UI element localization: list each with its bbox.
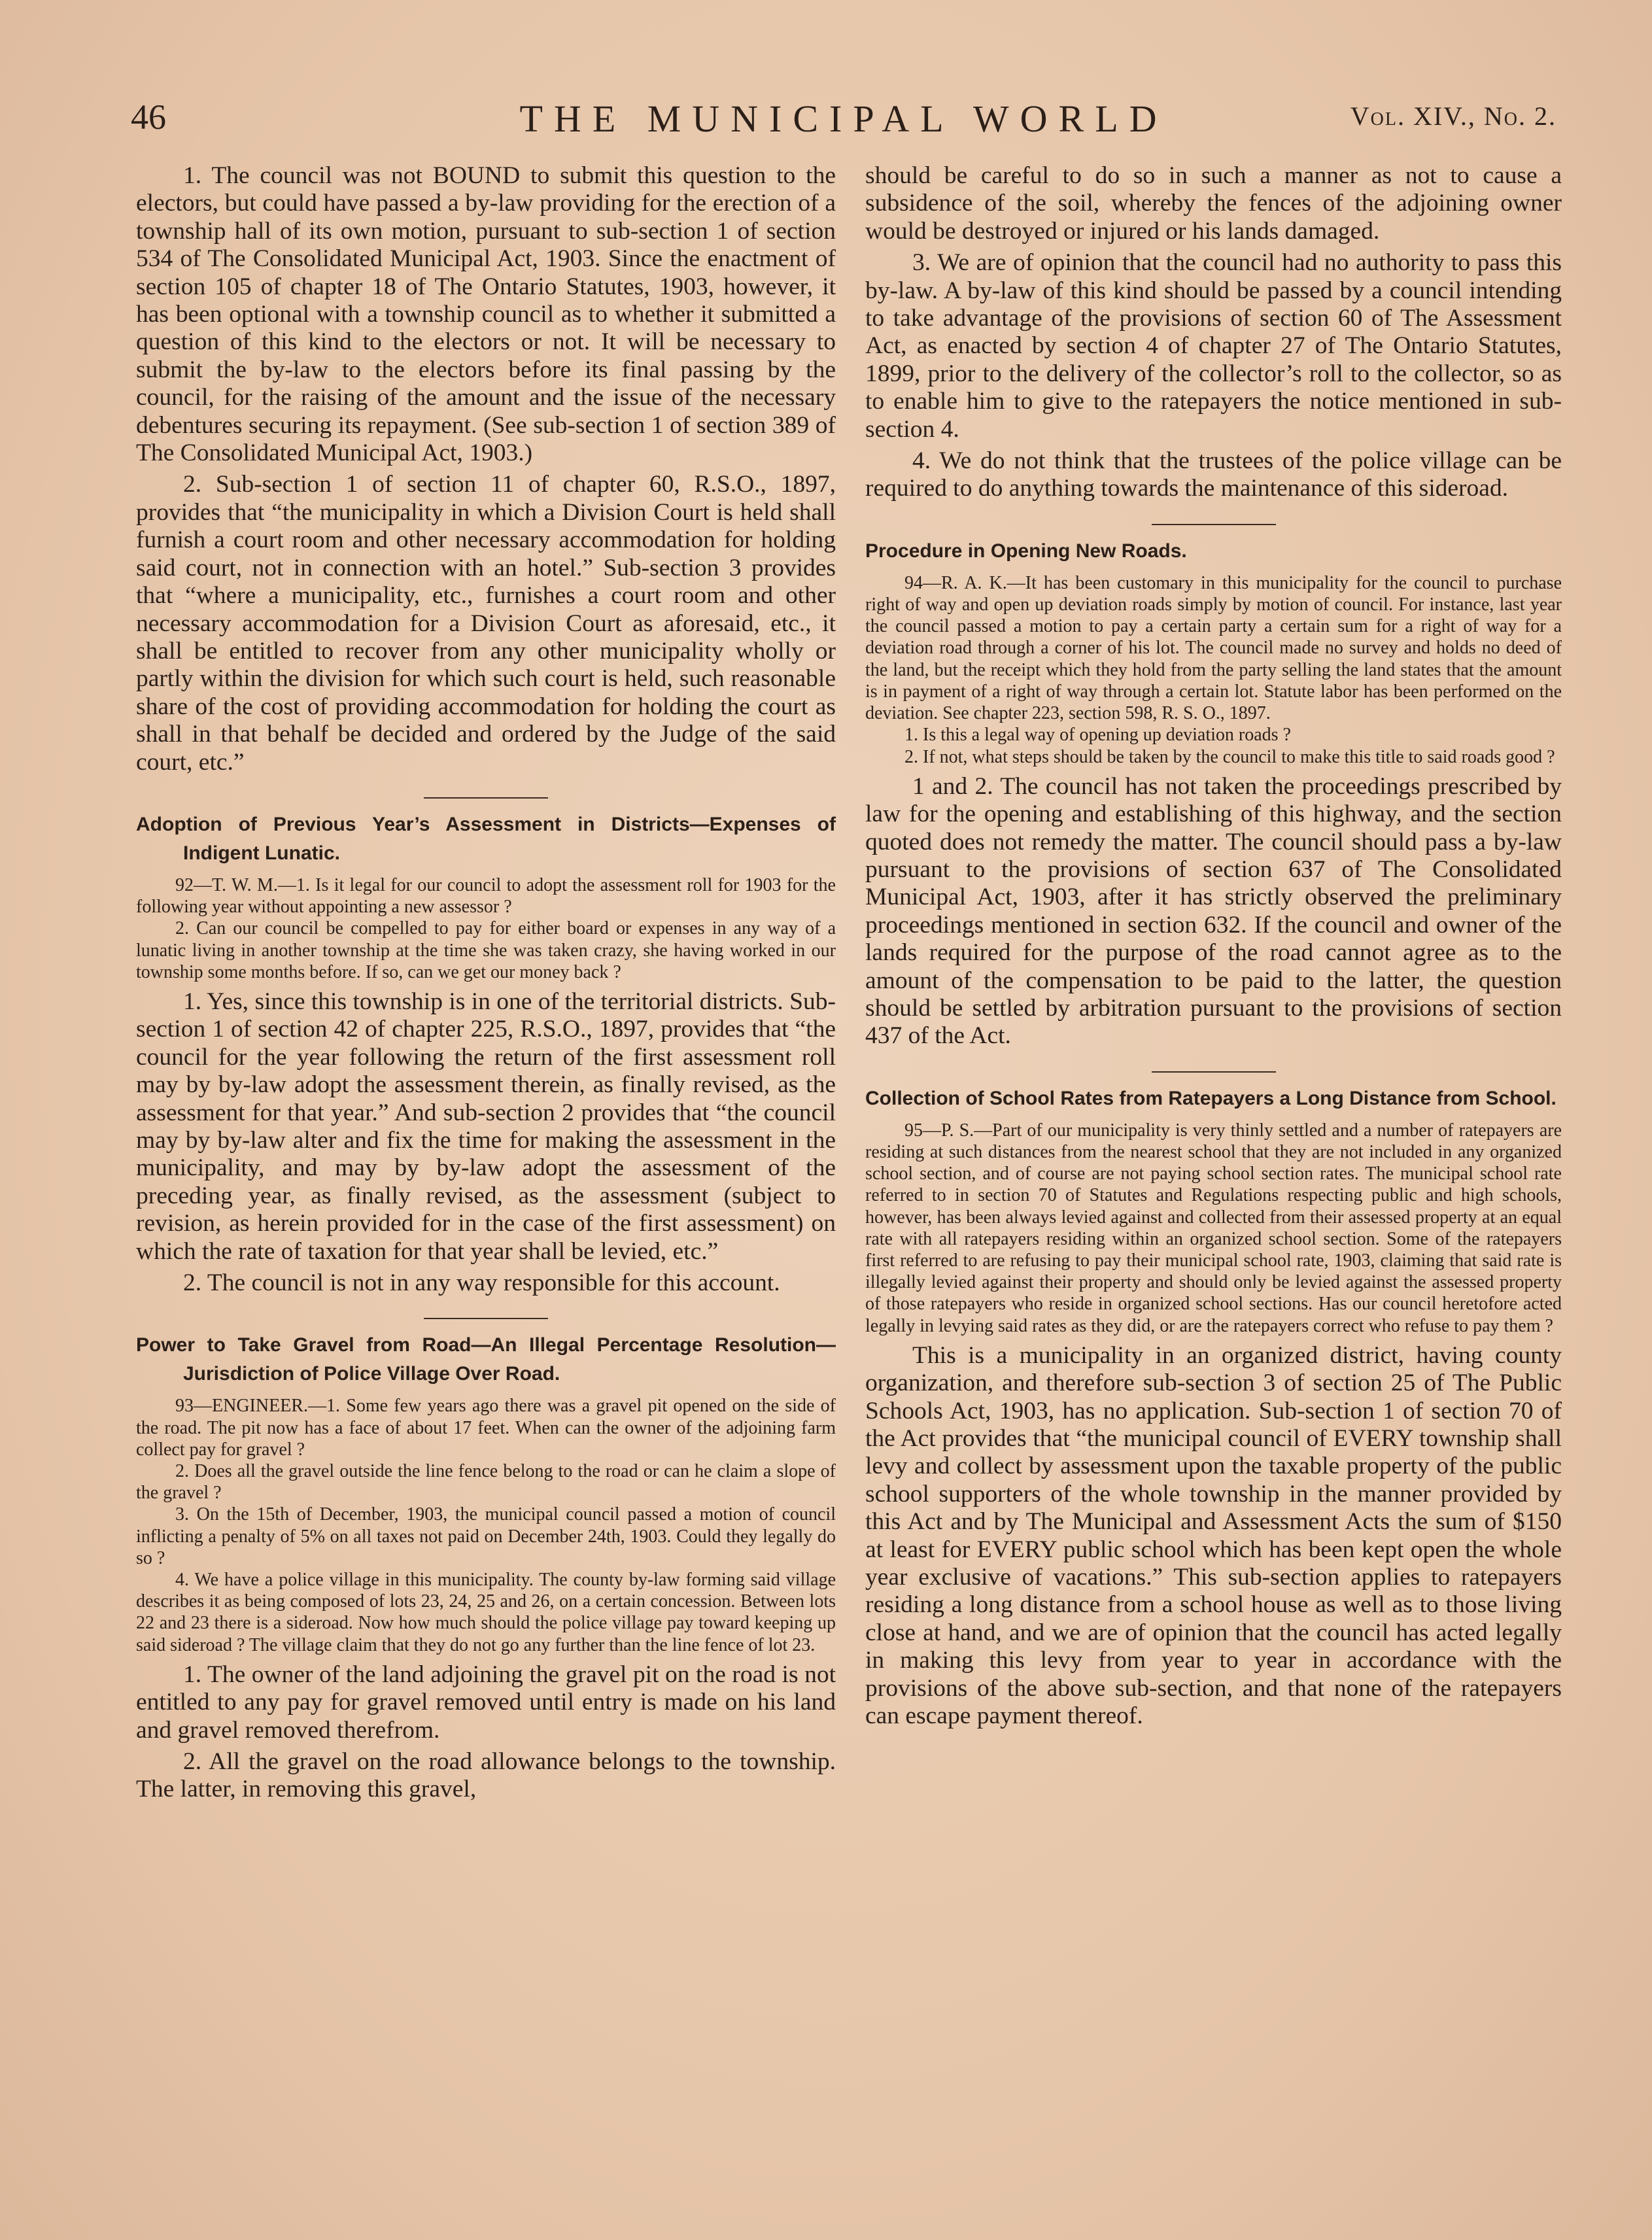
page-number: 46 [131,97,166,137]
question-paragraph: 94—R. A. K.—It has been customary in this municipality for the council to purchase right of way and open up deviation roads simply by motion of council. For instance, last year the council passed a motion to pay a certain party a certain sum for a right of way for a deviation road through a corner of his lot. The council made no survey and holds no deed of the land, but the receipt which they hold from the party selling the land states that the amount is in payment of a right of way through a certain lot. Statute labor has been performed on the deviation. See chapter 223, section 598, R. S. O., 1897. [865,572,1562,724]
answer-paragraph: 1. The owner of the land adjoining the gravel pit on the road is not entitled to any pay for gravel removed until entry is made on his land and gravel removed therefrom. [136,1661,836,1744]
question-paragraph: 95—P. S.—Part of our municipality is very thinly settled and a number of ratepayers are residing at such distances from the nearest school that they are not included in any organized school section, and of course are not paying school section rates. The municipal school rate referred to in section 70 of Statutes and Regulations respecting public and high schools, however, has been always levied against and collected from their assessed property at an equal rate with all ratepayers residing within an organized school section. Some of the ratepayers first referred to are refusing to pay their municipal school rate, 1903, claiming that said rate is illegally levied against their property and should only be levied against the assessed property of those ratepayers who reside in organized school sections. Has our council heretofore acted legally in levying said rates as they did, or are the ratepayers correct who refuse to pay them ? [865,1120,1562,1336]
answer-paragraph: 2. All the gravel on the road allowance belongs to the township. The latter, in removing this gravel, [136,1748,836,1803]
section-heading: Collection of School Rates from Ratepayers a Long Distance from School. [865,1087,1557,1109]
answer-paragraph: 2. Sub-section 1 of section 11 of chapter 60, R.S.O., 1897, provides that “the municipality in which a Division Court is held shall furnish a court room and other necessary accommodation for holding said court, not in connection with an hotel.” Sub-section 3 provides that “where a municipality, etc., furnishes a court room and other necessary accommodation for a Division Court as aforesaid, etc., it shall be entitled to recover from any other municipality wholly or partly within the division for which such court is held, such reasonable share of the cost of providing accommodation for holding the court as shall in that behalf be decided and ordered by the Judge of the said court, etc.” [136,471,836,776]
answer-paragraph: should be careful to do so in such a manner as not to cause a subsidence of the soil, whereby the fences of the adjoining owner would be destroyed or injured or his lands damaged. [865,162,1562,245]
question-paragraph: 4. We have a police village in this municipality. The county by-law forming said village describes it as being composed of lots 23, 24, 25 and 26, on a certain concession. Between lots 22 and 23 there is a sideroad. Now how much should the police village pay toward keeping up said sideroad ? The village claim that they do not go any further than the line fence of lot 23. [136,1570,836,1655]
answer-paragraph: 1. The council was not BOUND to submit this question to the electors, but could have passed a by-law providing for the erection of a township hall of its own motion, pursuant to sub-section 1 of section 534 of The Consolidated Municipal Act, 1903. Since the enactment of section 105 of chapter 18 of The Ontario Statutes, 1903, however, it has been optional with a township council as to whether it submitted a question of this kind to the electors or not. It will be necessary to submit the by-law to the electors before its final passing by the council, for the raising of the amount and the issue of the necessary debentures securing its repayment. (See sub-section 1 of section 389 of The Consolidated Municipal Act, 1903.) [136,162,836,467]
section-heading: Power to Take Gravel from Road—An Illegal Percentage Resolution—Jurisdiction of Police Village Over Road. [136,1334,836,1385]
section-divider [424,1318,548,1319]
answer-paragraph: 1. Yes, since this township is in one of the territorial districts. Sub-section 1 of section 42 of chapter 225, R.S.O., 1897, provides that “the council for the year following the return of the first assessment roll may by by-law adopt the assessment therein, as finally revised, as the assessment for that year.” And sub-section 2 provides that “the council may by by-law alter and fix the time for making the assessment in the municipality, and may by by-law adopt the assessment of the preceding year, as finally revised, as the assessment (subject to revision, as herein provided for in the case of the first assessment) on which the rate of taxation for that year shall be levied, etc.” [136,988,836,1265]
section-divider [1152,524,1276,525]
right-column [865,162,1562,1734]
page-header [131,97,1557,149]
question-paragraph: 2. Does all the gravel outside the line fence belong to the road or can he claim a slope of the gravel ? [136,1461,836,1504]
question-paragraph: 3. On the 15th of December, 1903, the municipal council passed a motion of council inflicting a penalty of 5% on all taxes not paid on December 24th, 1903. Could they legally do so ? [136,1504,836,1568]
left-column [136,162,836,1808]
question-paragraph: 2. Can our council be compelled to pay for either board or expenses in any way of a lunatic living in another township at the time she was taken crazy, she having worked in our township some months before. If so, can we get our money back ? [136,918,836,982]
answer-paragraph: 4. We do not think that the trustees of the police village can be required to do anything towards the maintenance of this sideroad. [865,447,1562,502]
answer-paragraph: 1 and 2. The council has not taken the proceedings prescribed by law for the opening and establishing of this highway, and the section quoted does not remedy the matter. The council should pass a by-law pursuant to the provisions of section 637 of The Consolidated Municipal Act, 1903, after it has strictly observed the preliminary proceedings mentioned in section 632. If the council and owner of the lands required for the purpose of the road cannot agree as to the amount of the compensation to be paid to the latter, the question should be settled by arbitration pursuant to the provisions of section 437 of the Act. [865,772,1562,1050]
answer-paragraph: 2. The council is not in any way responsible for this account. [183,1269,780,1297]
question-paragraph: 93—ENGINEER.—1. Some few years ago there was a gravel pit opened on the side of the road. The pit now has a face of about 17 feet. When can the owner of the adjoining farm collect pay for gravel ? [136,1396,836,1460]
section-divider [1152,1071,1276,1073]
answer-paragraph: 3. We are of opinion that the council had no authority to pass this by-law. A by-law of this kind should be passed by a council intending to take advantage of the provisions of section 60 of The Assessment Act, as enacted by section 4 of chapter 27 of The Ontario Statutes, 1899, prior to the delivery of the collector’s roll to the collector, so as to enable him to give to the ratepayers the notice mentioned in sub-section 4. [865,249,1562,443]
journal-title: THE MUNICIPAL WORLD [519,97,1168,140]
question-paragraph: 2. If not, what steps should be taken by the council to make this title to said roads good ? [904,746,1555,767]
section-divider [424,797,548,799]
section-heading: Adoption of Previous Year’s Assessment in Districts—Expenses of Indigent Lunatic. [136,813,836,864]
question-paragraph: 92—T. W. M.—1. Is it legal for our council to adopt the assessment roll for 1903 for the following year without appointing a new assessor ? [136,874,836,918]
question-paragraph: 1. Is this a legal way of opening up deviation roads ? [904,725,1291,746]
volume-issue: Vol. XIV., No. 2. [1350,101,1557,131]
answer-paragraph: This is a municipality in an organized district, having county organization, and therefore sub-section 3 of section 25 of The Public Schools Act, 1903, has no application. Sub-section 1 of section 70 of the Act provides that “the municipal council of EVERY township shall levy and collect by assessment upon the taxable property of the public school supporters of the whole township in the manner provided by this Act and by The Municipal and Assessment Acts the sum of $150 at least for EVERY public school which has been kept open the whole year exclusive of vacations.” This sub-section applies to ratepayers residing a long distance from a school house as well as to those living close at hand, and we are of opinion that the council has acted legally in making this levy from year to year in accordance with the provisions of the above sub-section, and that none of the ratepayers can escape payment thereof. [865,1341,1562,1730]
section-heading: Procedure in Opening New Roads. [865,540,1187,562]
